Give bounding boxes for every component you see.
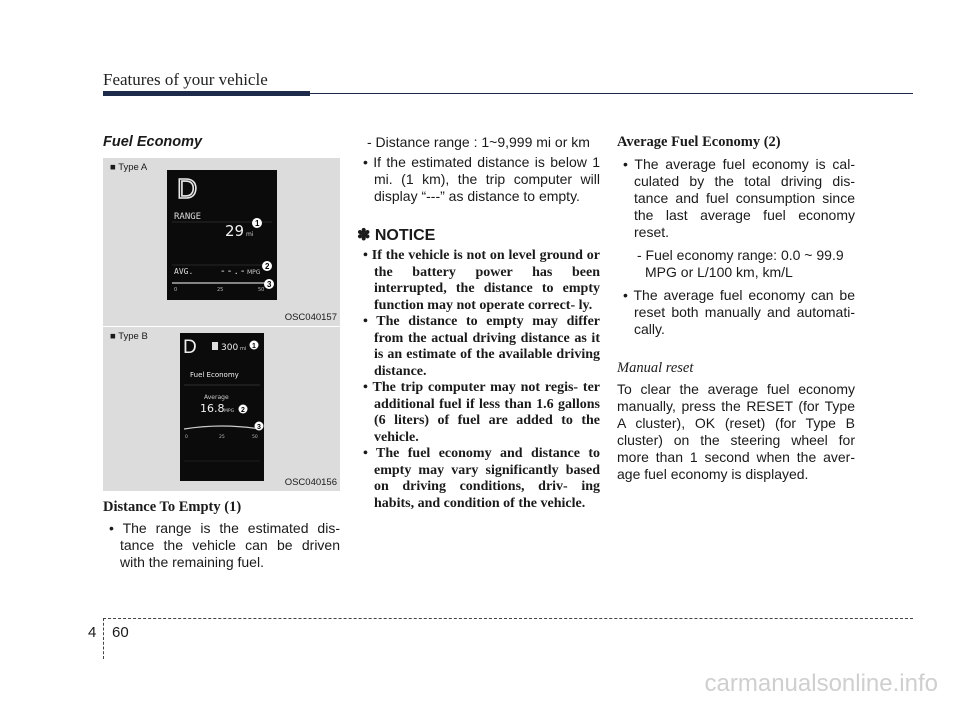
figure-type-a xyxy=(103,158,340,326)
chapter-number: 4 xyxy=(88,624,97,641)
notice-item: • The distance to empty may differ from the actual driving distance as it is an estimate of the available driving distance. xyxy=(363,314,600,379)
page-header-title: Features of your vehicle xyxy=(103,70,268,89)
header-bar xyxy=(103,91,310,96)
average-fuel-economy-heading: Average Fuel Economy (2) xyxy=(617,134,781,150)
column-2 xyxy=(357,134,600,512)
notice-item: • The fuel economy and distance to empty may vary significantly based on driving conditions, driv- ing habits, and condition of the vehicle. xyxy=(363,446,600,511)
distance-to-empty-heading: Distance To Empty (1) xyxy=(103,499,242,515)
avg-unit: MPG xyxy=(247,269,261,276)
range-unit: mi xyxy=(246,231,254,238)
svg-text:25: 25 xyxy=(217,287,224,293)
avg-value: - - . - xyxy=(221,266,245,277)
manual-reset-paragraph: To clear the average fuel economy manually, press the RESET (for Type A cluster), OK (reset) (for Type B cluster) on the steering wheel for more than 1 second when the aver- age fuel economy is displayed. xyxy=(617,381,855,482)
footer-divider xyxy=(103,618,104,659)
avg-value-b: 16.8 xyxy=(200,402,225,415)
watermark: carmanualsonline.info xyxy=(704,670,938,697)
notice-item: • The trip computer may not regis- ter additional fuel if less than 1.6 gallons (6 liters) of fuel are added to the vehicle. xyxy=(363,380,600,445)
header-rule xyxy=(310,93,913,94)
column-1 xyxy=(103,499,340,571)
cluster-type-a xyxy=(167,170,277,300)
svg-text:2: 2 xyxy=(241,407,245,414)
type-a-label: ■ Type A xyxy=(110,162,148,173)
avg-unit-b: MPG xyxy=(224,409,235,414)
figure-code-a: OSC040157 xyxy=(284,312,337,323)
svg-text:3: 3 xyxy=(257,424,261,431)
column-3 xyxy=(617,134,855,483)
fuel-economy-title: Fuel Economy xyxy=(190,371,239,379)
range-unit-b: mi xyxy=(240,346,247,352)
svg-text:50: 50 xyxy=(258,287,265,293)
figure-type-b xyxy=(103,327,340,491)
svg-text:0: 0 xyxy=(174,287,178,293)
fuel-pump-icon xyxy=(212,342,218,350)
svg-text:0: 0 xyxy=(185,435,188,440)
page-number: 60 xyxy=(112,624,129,641)
col3-bullet-1: • The average fuel economy is cal- culated by the total driving dis- tance and fuel consumption since the last average fuel economy reset. xyxy=(623,156,855,240)
col1-bullet: • The range is the estimated dis- tance the vehicle can be driven with the remaining fuel. xyxy=(109,520,340,570)
col2-bullet: • If the estimated distance is below 1 mi. (1 km), the trip computer will display “---” as distance to empty. xyxy=(363,154,600,204)
col3-bullet-2: • The average fuel economy can be reset both manually and automati- cally. xyxy=(623,287,855,337)
svg-text:25: 25 xyxy=(219,435,225,440)
fuel-economy-range-text: - Fuel economy range: 0.0 ~ 99.9 MPG or L/100 km, km/L xyxy=(637,247,844,280)
avg-label: AVG. xyxy=(174,267,194,276)
figure-code-b: OSC040156 xyxy=(284,477,337,488)
avg-label-b: Average xyxy=(204,394,229,401)
svg-text:3: 3 xyxy=(267,280,272,289)
section-title: Fuel Economy xyxy=(103,134,203,150)
notice-item: • If the vehicle is not on level ground or the battery power has been interrupted, the distance to empty function may not operate correct- ly. xyxy=(363,248,600,313)
cluster-type-b xyxy=(180,333,264,481)
svg-text:1: 1 xyxy=(255,219,260,228)
range-value: 29 xyxy=(225,222,245,240)
notice-title: ✽ NOTICE xyxy=(357,227,436,244)
range-label: RANGE xyxy=(174,212,202,222)
footer-rule xyxy=(103,618,913,619)
range-value-b: 300 xyxy=(221,343,239,353)
svg-text:2: 2 xyxy=(265,262,270,271)
gear-indicator: D xyxy=(177,173,198,204)
type-b-label: ■ Type B xyxy=(110,331,148,342)
svg-text:1: 1 xyxy=(252,343,256,350)
distance-range-text: - Distance range : 1~9,999 mi or km xyxy=(367,134,590,150)
svg-text:50: 50 xyxy=(252,435,258,440)
manual-reset-heading: Manual reset xyxy=(617,360,694,376)
gear-indicator-b: D xyxy=(183,337,197,358)
